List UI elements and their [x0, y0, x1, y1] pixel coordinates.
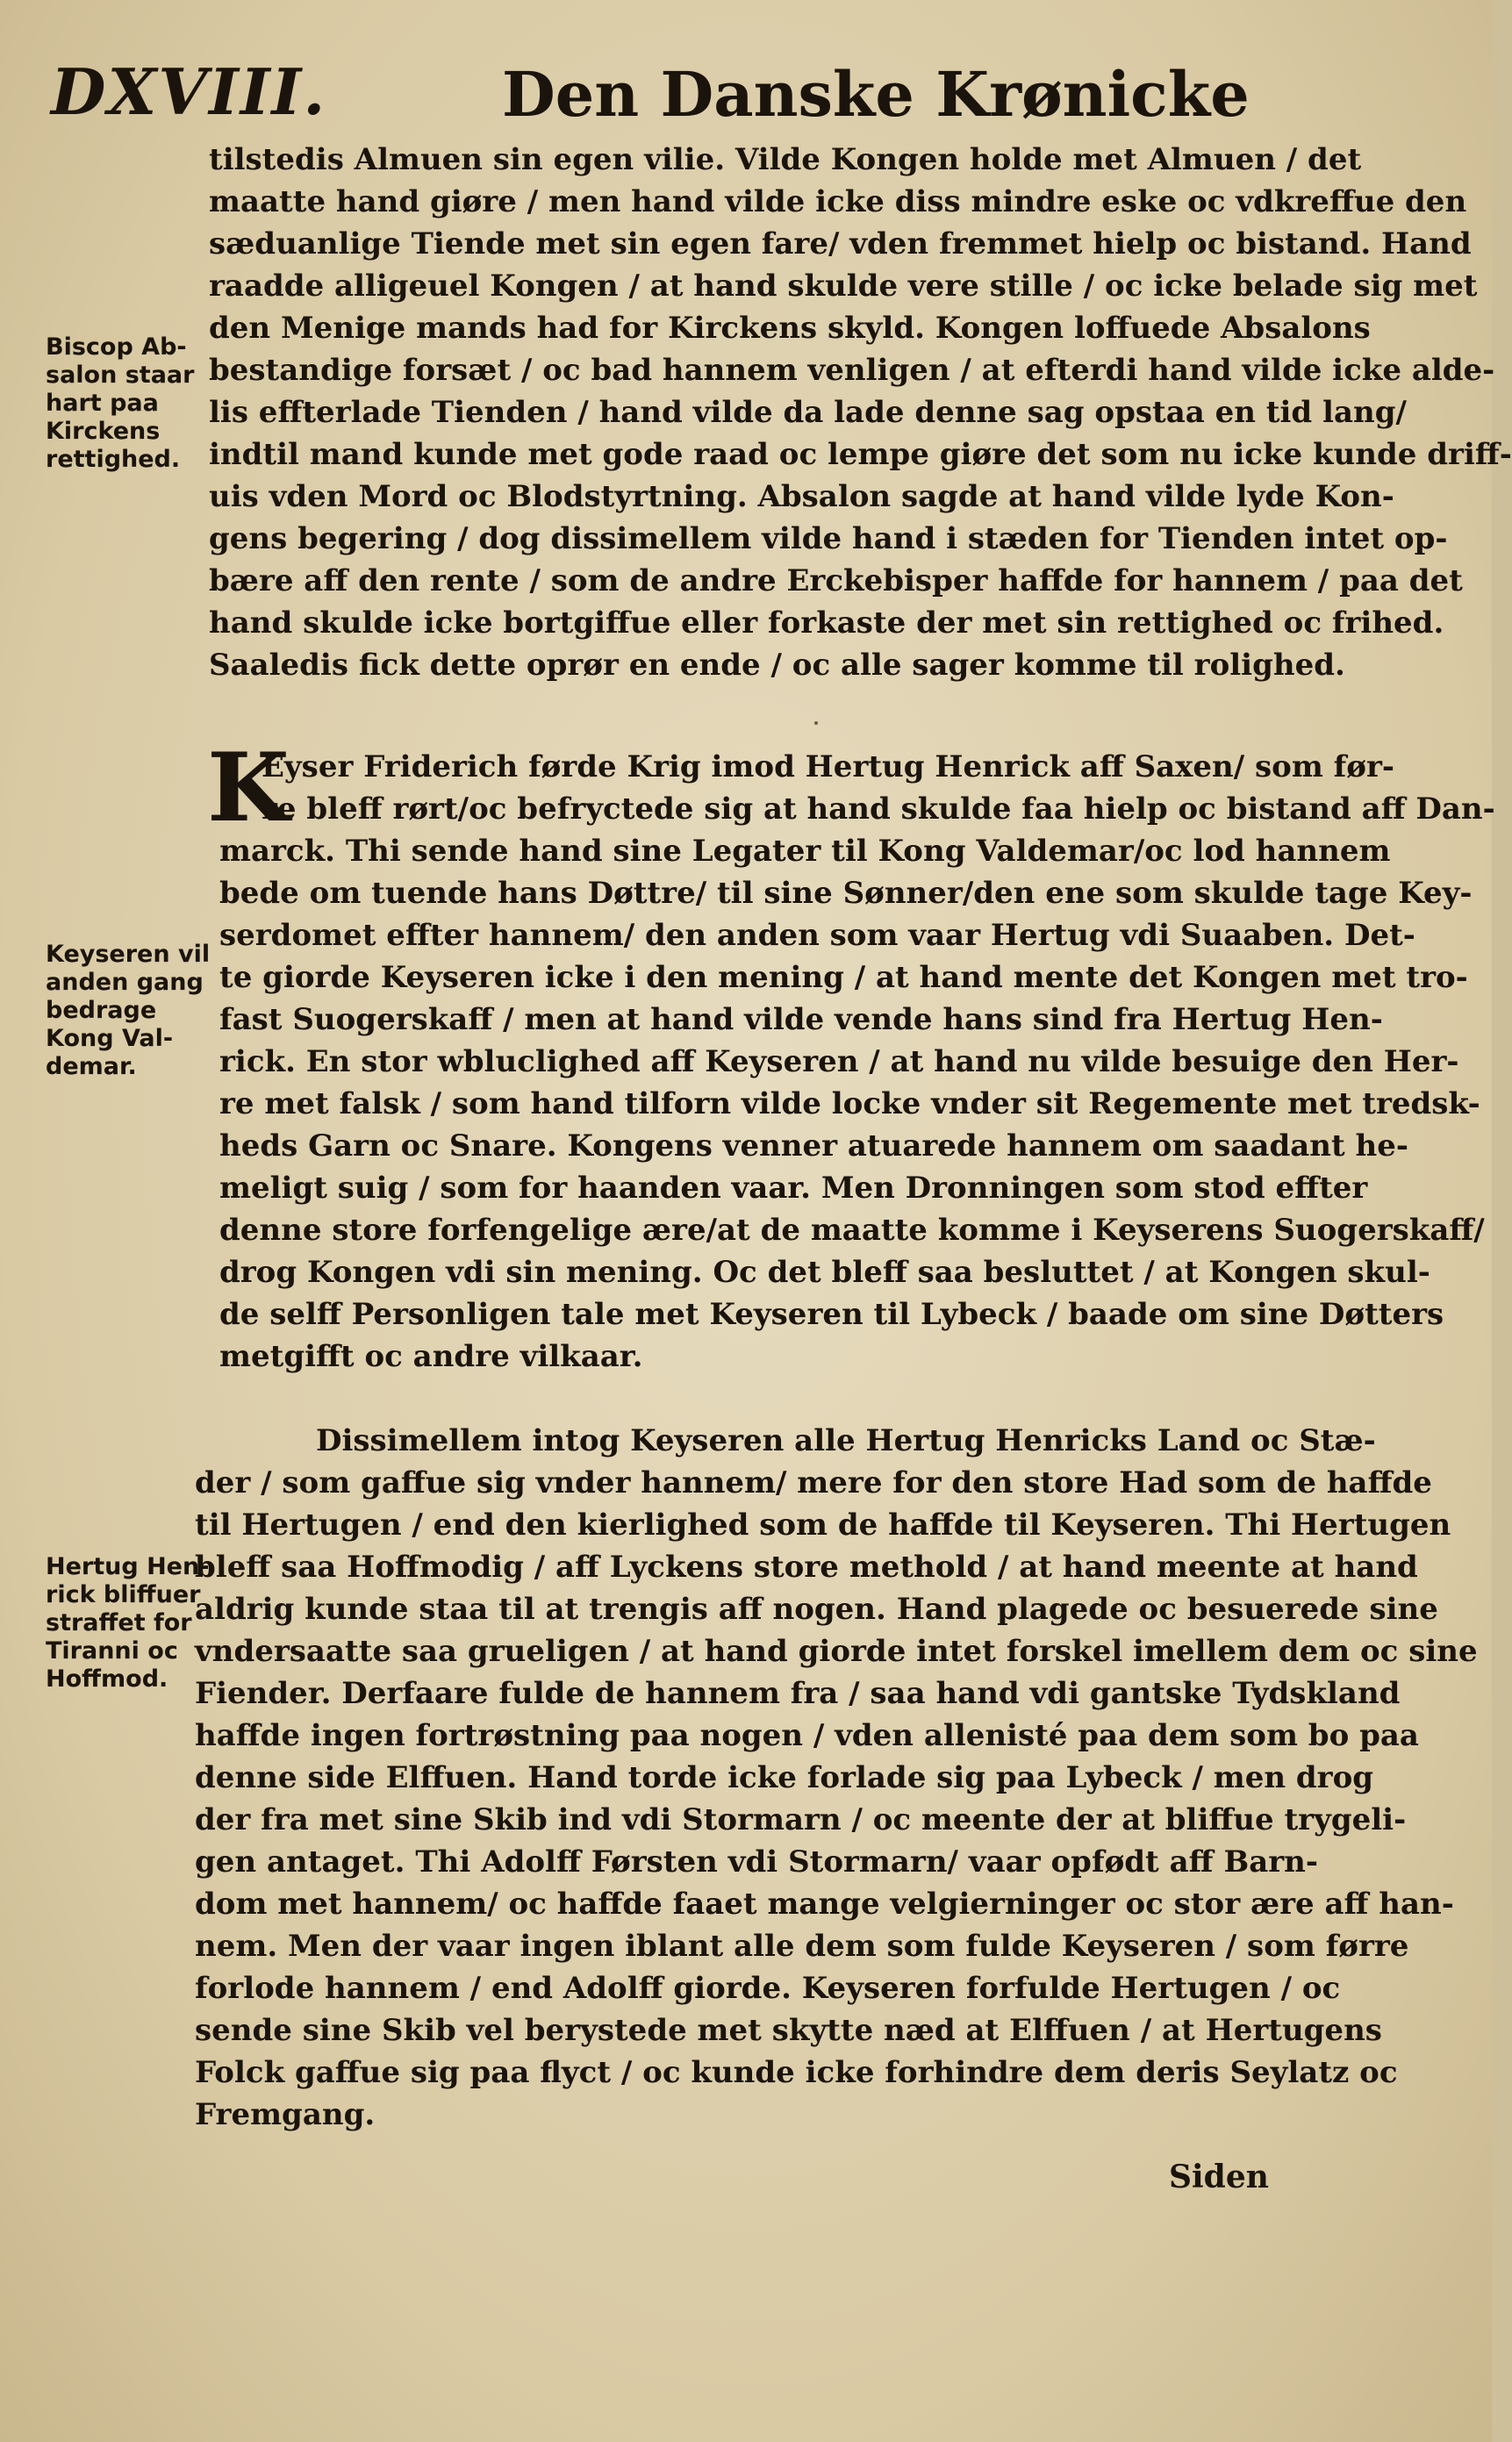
text-line: vndersaatte saa grueligen / at hand giorde intet forskel imellem dem oc sine [195, 1634, 1478, 1669]
margin-note-line: demar. [46, 1053, 137, 1080]
margin-note-line: bedrage [46, 997, 157, 1024]
margin-note-line: Hoffmod. [46, 1665, 168, 1693]
margin-note-line: Biscop Ab- [46, 333, 187, 361]
text-line: drog Kongen vdi sin mening. Oc det bleff saa besluttet / at Kongen skul- [219, 1255, 1430, 1290]
margin-note-absalon [46, 333, 194, 474]
text-line: heds Garn oc Snare. Kongens venner atuarede hannem om saadant he- [219, 1128, 1409, 1164]
margin-note-line: salon staar [46, 362, 195, 389]
text-line: bære aff den rente / som de andre Erckebisper haffde for hannem / paa det [209, 563, 1463, 598]
text-line: lis effterlade Tienden / hand vilde da lade denne sag opstaa en tid lang/ [209, 395, 1407, 430]
folio-number: DXVIII. [51, 54, 327, 129]
text-line: Fiender. Derfaare fulde de hannem fra / saa hand vdi gantske Tydskland [195, 1676, 1401, 1711]
text-line: denne store forfengelige ære/at de maatte komme i Keyserens Suogerskaff/ [219, 1213, 1485, 1248]
text-line: meligt suig / som for haanden vaar. Men Dronningen som stod effter [219, 1171, 1368, 1206]
text-line: aldrig kunde staa til at trengis aff nogen. Hand plagede oc besuerede sine [195, 1592, 1438, 1627]
margin-note-hertug [46, 1553, 209, 1694]
text-line: Dissimellem intog Keyseren alle Hertug Henricks Land oc Stæ- [316, 1423, 1376, 1458]
paper-speck [814, 721, 818, 725]
text-line: re bleff rørt/oc befryctede sig at hand skulde faa hielp oc bistand aff Dan- [262, 791, 1495, 827]
text-line: metgifft oc andre vilkaar. [219, 1339, 643, 1374]
text-line: til Hertugen / end den kierlighed som de haffde til Keyseren. Thi Hertugen [195, 1507, 1451, 1543]
text-line: fast Suogerskaff / men at hand vilde vende hans sind fra Hertug Hen- [219, 1002, 1383, 1037]
margin-note-line: Kong Val- [46, 1025, 174, 1052]
text-line: nem. Men der vaar ingen iblant alle dem som fulde Keyseren / som førre [195, 1929, 1409, 1964]
text-line: der fra met sine Skib ind vdi Stormarn / oc meente der at bliffue trygeli- [195, 1802, 1407, 1837]
text-line: gens begering / dog dissimellem vilde hand i stæden for Tienden intet op- [209, 521, 1448, 556]
text-line: re met falsk / som hand tilforn vilde locke vnder sit Regemente met tredsk- [219, 1086, 1480, 1121]
margin-note-keyseren [46, 941, 210, 1081]
text-line: Saaledis fick dette oprør en ende / oc alle sager komme til rolighed. [209, 648, 1345, 683]
text-line: te giorde Keyseren icke i den mening / at hand mente det Kongen met tro- [219, 960, 1468, 995]
text-line: de selff Personligen tale met Keyseren til Lybeck / baade om sine Døtters [219, 1297, 1444, 1332]
text-line: dom met hannem/ oc haffde faaet mange velgierninger oc stor ære aff han- [195, 1887, 1454, 1922]
text-line: serdomet effter hannem/ den anden som vaar Hertug vdi Suaaben. Det- [219, 918, 1415, 953]
catchword: Siden [1169, 2159, 1269, 2195]
text-line: sæduanlige Tiende met sin egen fare/ vden fremmet hielp oc bistand. Hand [209, 226, 1472, 261]
text-line: Fremgang. [195, 2097, 376, 2132]
text-line: uis vden Mord oc Blodstyrtning. Absalon sagde at hand vilde lyde Kon- [209, 479, 1394, 514]
text-line: denne side Elffuen. Hand torde icke forlade sig paa Lybeck / men drog [195, 1760, 1374, 1795]
margin-note-line: Kirckens [46, 418, 161, 445]
text-line: indtil mand kunde met gode raad oc lempe giøre det som nu icke kunde driff- [209, 437, 1512, 472]
drop-capital: K [207, 733, 290, 843]
text-line: den Menige mands had for Kirckens skyld. Kongen loffuede Absalons [209, 311, 1371, 346]
margin-note-line: anden gang [46, 969, 204, 996]
margin-note-line: Keyseren vil [46, 941, 211, 968]
margin-note-line: hart paa [46, 390, 159, 417]
margin-note-line: straffet for [46, 1609, 192, 1636]
text-line: forlode hannem / end Adolff giorde. Keyseren forfulde Hertugen / oc [195, 1971, 1341, 2006]
text-line: Eyser Friderich førde Krig imod Hertug Henrick aff Saxen/ som før- [262, 749, 1394, 784]
text-line: raadde alligeuel Kongen / at hand skulde vere stille / oc icke belade sig met [209, 269, 1478, 304]
text-line: bestandige forsæt / oc bad hannem venligen / at efterdi hand vilde icke alde- [209, 353, 1495, 388]
text-line: haffde ingen fortrøstning paa nogen / vden allenisté paa dem som bo paa [195, 1718, 1419, 1753]
paragraph-3 [195, 1420, 1478, 2136]
text-line: rick. En stor wbluclighed aff Keyseren / at hand nu vilde besuige den Her- [219, 1044, 1459, 1079]
margin-note-line: rettighed. [46, 446, 181, 473]
margin-note-line: Tiranni oc [46, 1637, 178, 1665]
text-line: bleff saa Hoffmodig / aff Lyckens store methold / at hand meente at hand [195, 1550, 1418, 1585]
margin-note-line: Hertug Hen- [46, 1553, 210, 1580]
paragraph-1 [209, 139, 1512, 686]
text-line: hand skulde icke bortgiffue eller forkaste der met sin rettighed oc frihed. [209, 605, 1444, 641]
margin-note-line: rick bliffuer [46, 1581, 201, 1608]
text-line: Folck gaffue sig paa flyct / oc kunde icke forhindre dem deris Seylatz oc [195, 2055, 1398, 2090]
running-title: Den Danske Krønicke [502, 58, 1250, 131]
text-line: tilstedis Almuen sin egen vilie. Vilde Kongen holde met Almuen / det [209, 142, 1362, 177]
text-line: bede om tuende hans Døttre/ til sine Sønner/den ene som skulde tage Key- [219, 876, 1473, 911]
text-line: marck. Thi sende hand sine Legater til Kong Valdemar/oc lod hannem [219, 834, 1391, 869]
text-line: gen antaget. Thi Adolff Førsten vdi Stormarn/ vaar opfødt aff Barn- [195, 1844, 1318, 1880]
text-line: sende sine Skib vel berystede met skytte næd at Elffuen / at Hertugens [195, 2013, 1382, 2048]
paragraph-2 [207, 733, 1495, 1378]
text-line: der / som gaffue sig vnder hannem/ mere for den store Had som de haffde [195, 1465, 1432, 1500]
text-line: maatte hand giøre / men hand vilde icke diss mindre eske oc vdkreffue den [209, 184, 1467, 219]
